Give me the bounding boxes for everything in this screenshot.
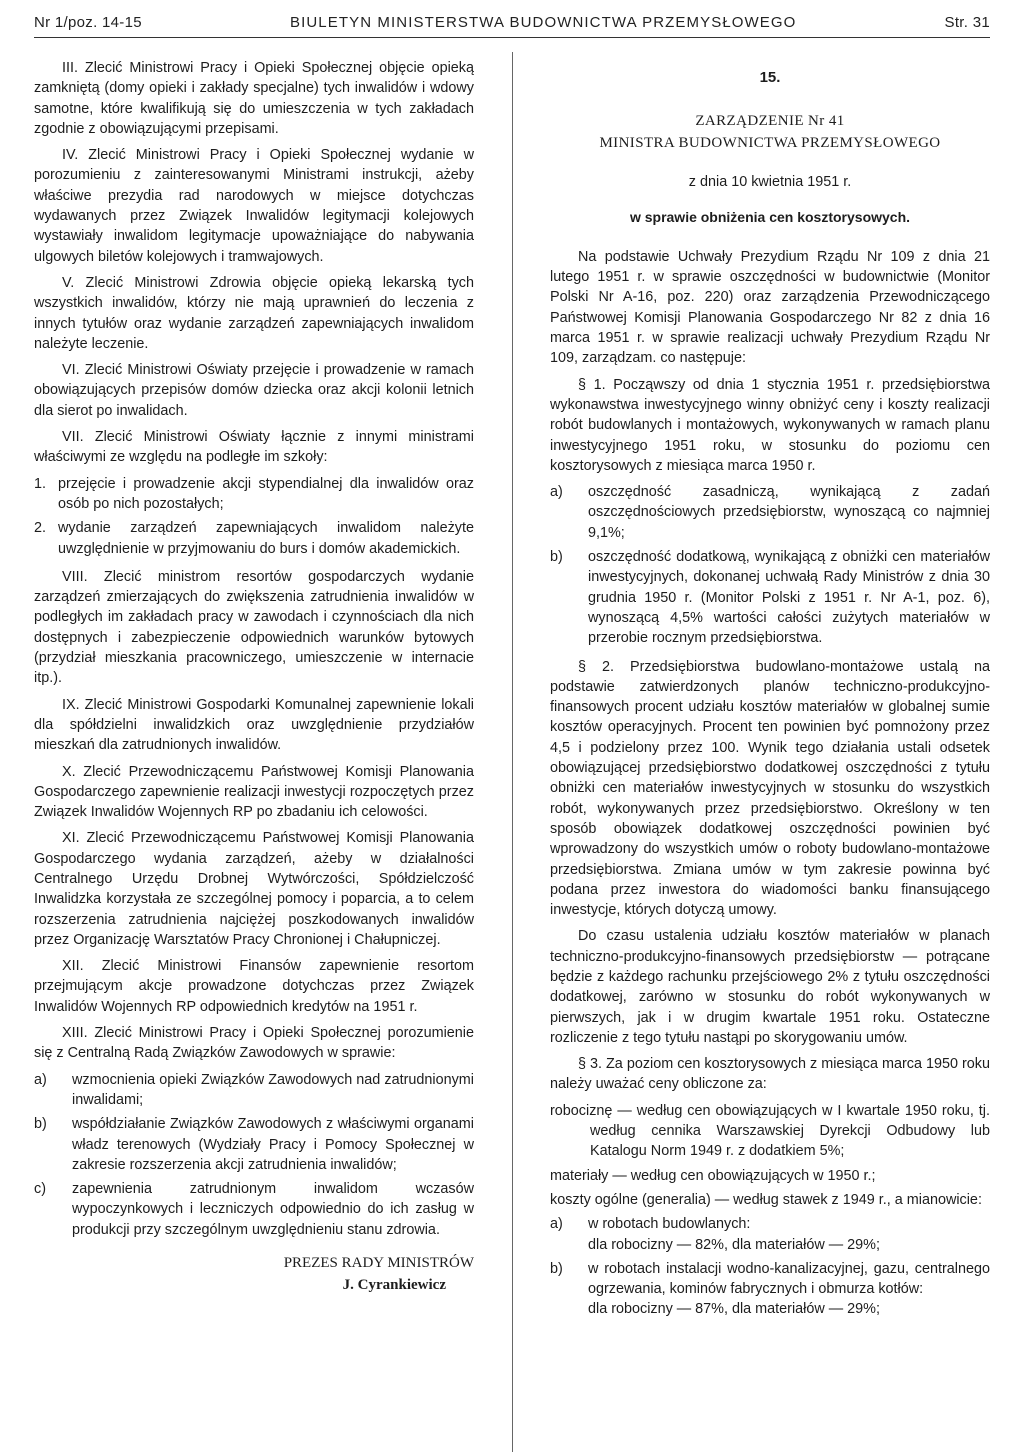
- header-rule: [34, 37, 990, 38]
- list-item: [550, 1214, 990, 1255]
- signatory-name: J. Cyrankiewicz: [342, 1277, 446, 1294]
- list-item: [34, 1179, 474, 1240]
- section-xi: XI. Zlecić Przewodniczącemu Państwowej Komisji Planowania Gospodarczego wydania zarządzeń, ażeby w działalności Centralnego Urzędu Drobnej Wytwórczości, Spółdzielczość Inwalidzka korzystała ze szczególnej pomocy i poparcia, a to celem rozszerzenia zatrudnienia najciężej poszkodowanych inwalidów przez Organizację Warsztatów Pracy Chronionej i Chałupniczej.: [34, 830, 474, 948]
- list-marker: b): [550, 1260, 563, 1277]
- list-item: [34, 1114, 474, 1175]
- paragraph-2: § 2. Przedsiębiorstwa budowlano-montażowe ustalą na podstawie zatwierdzonych planów techniczno-produkcyjno-finansowych procent udziału kosztów materiałów w globalnej sumie kosztów operacyjnych. Procent ten powinien być pomnożony przez 4,5 i podzielony przez 100. Wynik tego działania ustali odsetek obowiązującej przedsiębiorstwo dodatkowej oszczędności z tytułu obniżki cen materiałów inwestycyjnych w stosunku do wszystkich robót, wykonywanych przez przedsiębiorstwo. Określony w ten sposób obowiązek dodatkowej oszczędności powinien być wprowadzony do wszystkich umów o roboty budowlano-montażowe przedsiębiorstwa. Zmiana umów w tym zakresie powinna być podana przez inwestora do wiadomości banku finansującego inwestycje, których dotyczą umowy.: [550, 658, 990, 919]
- list-marker: a): [34, 1071, 47, 1088]
- running-header: [34, 14, 990, 31]
- list-marker: 2.: [34, 520, 47, 537]
- rate-line: dla robocizny — 82%, dla materiałów — 29%;: [588, 1236, 880, 1253]
- materials-cost-rule: materiały — według cen obowiązujących w 1950 r.;: [550, 1167, 876, 1184]
- list-item: [550, 1259, 990, 1320]
- order-date: z dnia 10 kwietnia 1951 r.: [688, 174, 852, 191]
- list-text: [588, 1214, 990, 1255]
- section-xii: XII. Zlecić Ministrowi Finansów zapewnienie resortom przejmującym akcje prowadzone dotychczas przez Związek Inwalidów Wojennych RP odpowiednich kredytów na 1951 r.: [34, 958, 474, 1015]
- order-title: ZARZĄDZENIE Nr 41: [695, 113, 845, 130]
- page-number: Str. 31: [944, 14, 990, 31]
- section-xiii: XIII. Zlecić Ministrowi Pracy i Opieki Społecznej porozumienie się z Centralną Radą Związków Zawodowych w sprawie:: [34, 1025, 474, 1062]
- right-column: [550, 58, 990, 1452]
- list-text: wydanie zarządzeń zapewniających inwalidom należyte uwzględnienie w przyjmowaniu do burs i domów akademickich.: [58, 520, 474, 557]
- list-text: [588, 1259, 990, 1320]
- list-item: [34, 474, 474, 515]
- list-text: oszczędność dodatkową, wynikającą z obniżki cen materiałów inwestycyjnych, dokonanej uchwałą Rady Ministrów z dnia 30 grudnia 1950 r. (Monitor Polski z 1951 r. Nr A-1, poz. 6), wynoszącą 4,5% wartości całości zużytych materiałów w przerobie rocznym przedsiębiorstwa.: [588, 549, 990, 647]
- list-item: [34, 518, 474, 559]
- order-subject: w sprawie obniżenia cen kosztorysowych.: [629, 208, 911, 225]
- paragraph-1: § 1. Począwszy od dnia 1 stycznia 1951 r. przedsiębiorstwa wykonawstwa inwestycyjnego winny obniżyć ceny i koszty realizacji robót budowlanych i montażowych, wykonywanych w ramach planu inwestycyjnego 1951 roku, w stosunku do poziomu cen kosztorysowych z miesiąca marca 1950 r.: [550, 376, 990, 474]
- item-number: 15.: [759, 69, 781, 86]
- list-item: [34, 1070, 474, 1111]
- list-marker: c): [34, 1181, 46, 1198]
- section-viii: VIII. Zlecić ministrom resortów gospodarczych wydanie zarządzeń zmierzających do zwiększenia zatrudnienia inwalidów w podległych im zakładach pracy w zawodach i czynnościach dla nich dostępnych i zabezpieczenie odpowiednich warunków bytowych (przydział mieszkania pracowniczego, umieszczenie w internacie itp.).: [34, 568, 474, 687]
- order-preamble: Na podstawie Uchwały Prezydium Rządu Nr 109 z dnia 21 lutego 1951 r. w sprawie oszczędności w budownictwie (Monitor Polski Nr A-16, poz. 220) oraz zarządzenia Przewodniczącego Państwowej Komisji Planowania Gospodarczego Nr 82 z dnia 16 marca 1951 r. w sprawie realizacji uchwały Prezydium Rządu Nr 109, zarządzam. co następuje:: [550, 248, 990, 367]
- signatory-title: PREZES RADY MINISTRÓW: [283, 1255, 474, 1272]
- list-marker: a): [550, 484, 563, 501]
- paragraph-3: § 3. Za poziom cen kosztorysowych z miesiąca marca 1950 roku należy uważać ceny obliczone za:: [550, 1056, 990, 1093]
- list-marker: 1.: [34, 475, 47, 492]
- list-marker: b): [34, 1116, 47, 1133]
- list-text: wzmocnienia opieki Związków Zawodowych nad zatrudnionymi inwalidami;: [72, 1071, 474, 1108]
- list-text: współdziałanie Związków Zawodowych z właściwymi organami władz terenowych (Wydziały Pracy i Pomocy Społecznej w zakresie rozszerzenia akcji zatrudnienia inwalidów;: [72, 1116, 474, 1173]
- section-iv: IV. Zlecić Ministrowi Pracy i Opieki Społecznej wydanie w porozumieniu z zainteresowanymi Ministrami instrukcji, ażeby właściwe prezydia rad narodowych w miejsce dotychczas wydawanych przez Związek Inwalidów legitymacji kolejowych wystawiały inwalidom legitymacje upoważniające do nabywania ulgowych biletów kolejowych i tramwajowych.: [34, 147, 474, 265]
- left-column: [34, 58, 474, 1452]
- list-text: przejęcie i prowadzenie akcji stypendialnej dla inwalidów oraz osób po nich pozostałych;: [58, 475, 474, 512]
- section-vii: VII. Zlecić Ministrowi Oświaty łącznie z innymi ministrami właściwymi ze względu na podległe im szkoły:: [34, 429, 474, 466]
- issue-number: Nr 1/poz. 14-15: [34, 14, 142, 31]
- paragraph-2-continued: Do czasu ustalenia udziału kosztów materiałów w planach techniczno-produkcyjno-finansowych przedsiębiorstw — potrącane będzie z każdego rachunku przejściowego 2% z tytułu oszczędności dodatkowej, zarówno w stosunku do robót wykonywanych w pierwszych, jak i w drugim kwartale 1951 roku. Ostateczne rozliczenie z tego tytułu nastąpi po skorygowaniu umów.: [550, 928, 990, 1046]
- section-x: X. Zlecić Przewodniczącemu Państwowej Komisji Planowania Gospodarczego zapewnienie realizacji inwestycji rozpoczętych przez Związek Inwalidów Wojennych RP po zbadaniu ich celowości.: [34, 763, 474, 821]
- section-iii: III. Zlecić Ministrowi Pracy i Opieki Społecznej objęcie opieką zamkniętą (domy opieki i zakłady specjalne) tych inwalidów i wdowy samotne, które kwalifikują się do umieszczenia w tych zakładach zgodnie z obowiązującymi przepisami.: [34, 60, 474, 137]
- list-text: oszczędność zasadniczą, wynikającą z zadań oszczędnościowych przedsiębiorstw, wynoszącą co najmniej 9,1%;: [588, 484, 990, 541]
- list-text-line: w robotach budowlanych:: [588, 1216, 751, 1233]
- rate-line: dla robocizny — 87%, dla materiałów — 29%;: [588, 1301, 880, 1318]
- section-ix: IX. Zlecić Ministrowi Gospodarki Komunalnej zapewnienie lokali dla spółdzielni inwalidzkich oraz uwzględnienie przydziałów mieszkań dla zatrudnionych inwalidów.: [34, 696, 474, 754]
- column-divider: [512, 52, 513, 1452]
- list-marker: b): [550, 549, 563, 566]
- bulletin-title: BIULETYN MINISTERSTWA BUDOWNICTWA PRZEMYSŁOWEGO: [289, 14, 797, 31]
- labour-cost-rule: robociznę — według cen obowiązujących w I kwartale 1950 roku, tj. według cennika Warszawskiej Dyrekcji Odbudowy lub Katalogu Norm 1949 r. z dodatkiem 5%;: [550, 1102, 990, 1160]
- list-item: [550, 547, 990, 648]
- list-text: zapewnienia zatrudnionym inwalidom wczasów wypoczynkowych i leczniczych odpowiednio do ich zasług w produkcji przy szczególnym uwzględnieniu stanu zdrowia.: [72, 1181, 474, 1238]
- signature-block: [34, 1252, 474, 1296]
- list-marker: a): [550, 1216, 563, 1233]
- section-vi: VI. Zlecić Ministrowi Oświaty przejęcie i prowadzenie w ramach obowiązujących przepisów domów dziecka oraz akcji kolonii letnich dla sierot po inwalidach.: [34, 362, 474, 419]
- list-text-line: w robotach instalacji wodno-kanalizacyjnej, gazu, centralnego ogrzewania, kominów fabrycznych i obmurza kotłów:: [588, 1260, 990, 1298]
- order-issuer: MINISTRA BUDOWNICTWA PRZEMYSŁOWEGO: [599, 135, 941, 152]
- list-item: [550, 482, 990, 543]
- two-column-body: [34, 58, 990, 1452]
- section-v: V. Zlecić Ministrowi Zdrowia objęcie opieką lekarską tych wszystkich inwalidów, którzy nie mają uprawnień do leczenia z innych tytułów oraz wydanie zarządzeń zapewniających inwalidom należyte leczenie.: [34, 274, 474, 352]
- overhead-cost-rule: koszty ogólne (generalia) — według stawek z 1949 r., a mianowicie:: [550, 1191, 982, 1208]
